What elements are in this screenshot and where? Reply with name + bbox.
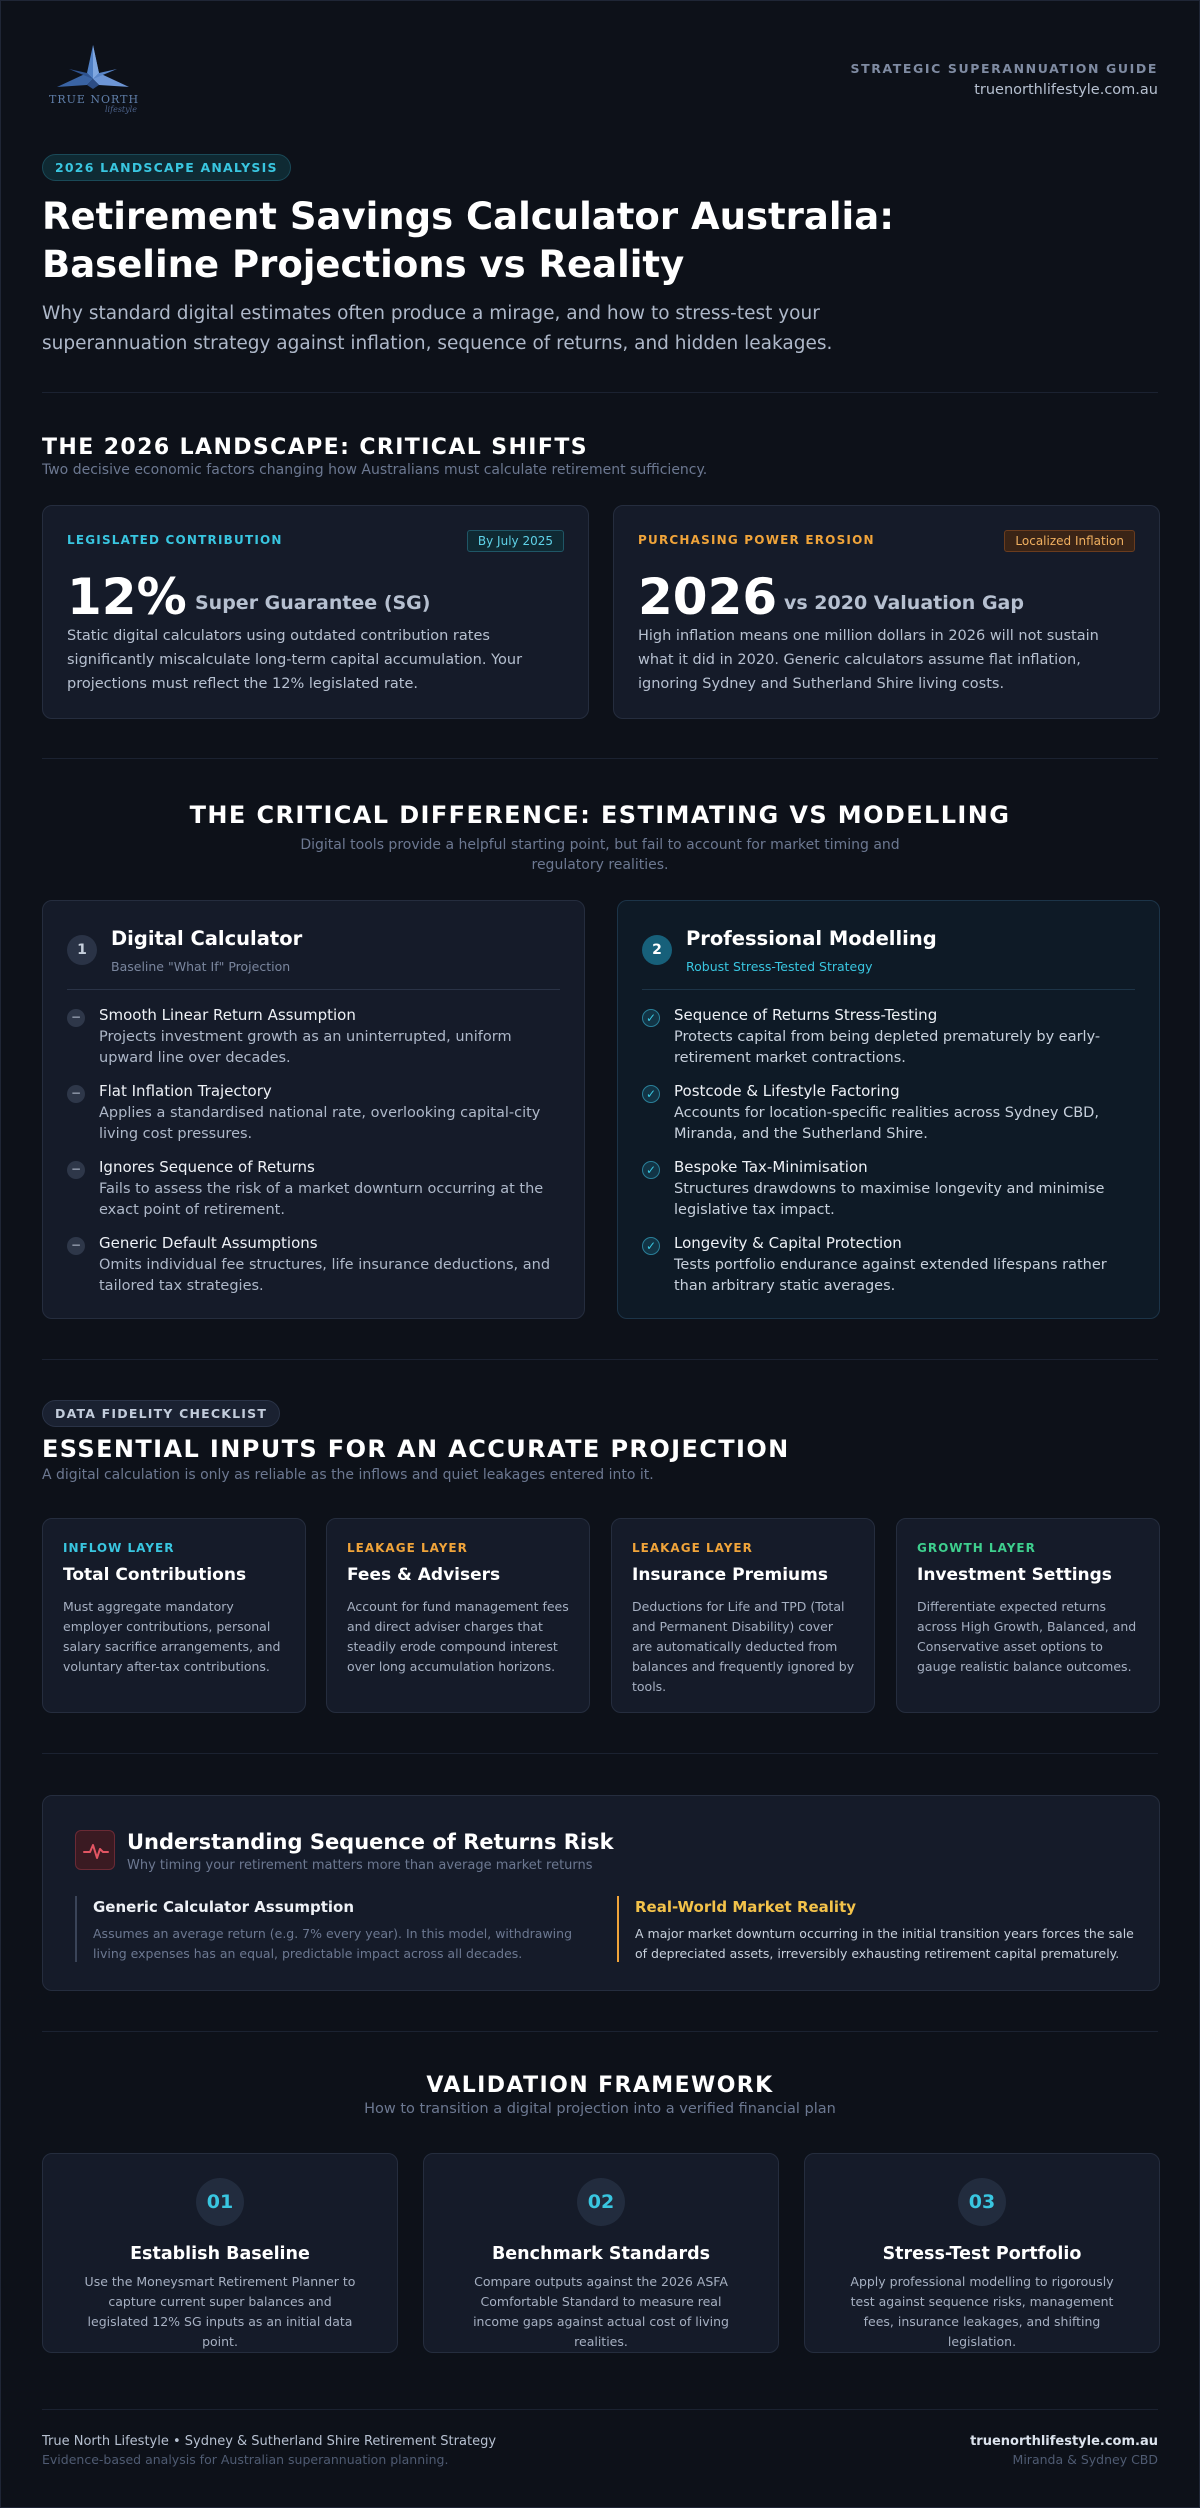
input-title: Insurance Premiums [632,1565,828,1585]
lead-paragraph: Why standard digital estimates often produce a mirage, and how to stress-test your superannuation strategy against inflation, sequence of returns, and hidden leakages. [42,303,833,354]
step-number-badge: 1 [67,935,97,965]
step-text: Compare outputs against the 2026 ASFA Comfortable Standard to measure real income gaps against actual cost of living realities. [473,2274,729,2349]
list-item [642,1082,1135,1142]
sg-description: Static digital calculators using outdated contribution rates significantly miscalculate long-term capital accumulation. Your projections must reflect the 12% legislated rate. [67,628,523,692]
professional-modelling-subtitle: Robust Stress-Tested Strategy [686,959,873,974]
inflation-description: High inflation means one million dollars in 2026 will not sustain what it did in 2020. Generic calculators assume flat inflation, ignoring Sydney and Sutherland Shire living costs. [638,628,1099,692]
input-kicker: LEAKAGE LAYER [632,1541,753,1555]
input-text: Account for fund management fees and direct adviser charges that steadily erode compound interest over long accumulation horizons. [347,1599,569,1674]
generic-assumption-text: Assumes an average return (e.g. 7% every year). In this model, withdrawing living expenses has an equal, predictable impact across all decades. [93,1926,573,1961]
divider [42,2031,1158,2032]
step-title: Benchmark Standards [491,2244,711,2264]
footer-locations: Miranda & Sydney CBD [1012,2452,1158,2467]
sequence-risk-panel [42,1795,1160,1991]
digital-calculator-card [42,900,585,1319]
footer-brand-line: True North Lifestyle • Sydney & Sutherland Shire Retirement Strategy [42,2434,497,2449]
digital-calculator-title: Digital Calculator [111,927,303,950]
list-item-text: Structures drawdowns to maximise longevity and minimise legislative tax impact. [674,1181,1105,1218]
comparison-subheading-line-1: Digital tools provide a helpful starting point, but fail to account for market timing and [300,837,900,853]
logo-wordmark: TRUE NORTH [49,93,140,106]
footer-site-link[interactable]: truenorthlifestyle.com.au [970,2434,1158,2449]
input-title: Fees & Advisers [347,1565,501,1585]
step-number-badge: 01 [196,2178,244,2226]
guide-kicker: STRATEGIC SUPERANNUATION GUIDE [850,61,1158,76]
sequence-risk-subheading: Why timing your retirement matters more than average market returns [127,1858,593,1873]
page-title [42,193,942,289]
footer-tagline: Evidence-based analysis for Australian superannuation planning. [42,2452,449,2467]
validation-heading: VALIDATION FRAMEWORK [426,2073,774,2098]
divider [42,2409,1158,2410]
list-item [67,1082,560,1142]
list-item-text: Applies a standardised national rate, overlooking capital-city living cost pressures. [99,1105,541,1142]
list-item-title: Generic Default Assumptions [99,1234,318,1252]
check-icon: ✓ [642,1237,660,1255]
validation-subheading: How to transition a digital projection into a verified financial plan [364,2101,836,2117]
sequence-risk-heading: Understanding Sequence of Returns Risk [127,1830,614,1854]
list-item-text: Omits individual fee structures, life insurance deductions, and tailored tax strategies. [99,1257,551,1294]
list-item-text: Fails to assess the risk of a market downturn occurring at the exact point of retirement. [99,1181,544,1218]
input-card-insurance [611,1518,875,1713]
comparison-subheading-line-2: regulatory realities. [531,857,669,873]
step-title: Establish Baseline [130,2244,310,2264]
sg-card [42,505,589,719]
input-card-contributions [42,1518,306,1713]
inflation-gap-label: vs 2020 Valuation Gap [784,592,1024,614]
validation-step [423,2153,779,2353]
input-kicker: INFLOW LAYER [63,1541,175,1555]
sg-rate-value: 12% [67,568,187,626]
minus-icon: − [67,1085,85,1103]
inputs-subheading: A digital calculation is only as reliable as the inflows and quiet leakages entered into it. [42,1467,654,1483]
check-icon: ✓ [642,1085,660,1103]
list-item-title: Smooth Linear Return Assumption [99,1006,356,1024]
divider [642,989,1135,990]
validation-step [804,2153,1160,2353]
input-title: Total Contributions [63,1565,247,1585]
professional-modelling-card [617,900,1160,1319]
list-item-text: Protects capital from being depleted prematurely by early-retirement market contractions. [674,1029,1101,1066]
validation-step [42,2153,398,2353]
step-text: Apply professional modelling to rigorously test against sequence risks, management fees, insurance leakages, and shifting legislation. [850,2274,1114,2349]
divider [42,758,1158,759]
list-item [67,1234,560,1294]
step-text: Use the Moneysmart Retirement Planner to capture current super balances and legislated 12% SG inputs as an initial data point. [84,2274,356,2349]
landscape-analysis-badge: 2026 LANDSCAPE ANALYSIS [42,154,291,181]
step-title: Stress-Test Portfolio [882,2244,1082,2264]
landscape-subheading: Two decisive economic factors changing how Australians must calculate retirement sufficiency. [42,462,708,478]
list-item-title: Ignores Sequence of Returns [99,1158,315,1176]
title-line-1: Retirement Savings Calculator Australia: [42,195,894,238]
inflation-card [613,505,1160,719]
sg-date-badge: By July 2025 [467,530,564,552]
divider [617,1896,619,1962]
comparison-heading: THE CRITICAL DIFFERENCE: ESTIMATING VS MODELLING [189,801,1011,829]
digital-calculator-subtitle: Baseline "What If" Projection [111,959,291,974]
inputs-heading: ESSENTIAL INPUTS FOR AN ACCURATE PROJECTION [42,1435,790,1463]
list-item [642,1006,1135,1066]
list-item-text: Projects investment growth as an uninterrupted, uniform upward line over decades. [99,1029,512,1066]
divider [42,1753,1158,1754]
input-kicker: GROWTH LAYER [917,1541,1036,1555]
check-icon: ✓ [642,1009,660,1027]
step-number-badge: 03 [958,2178,1006,2226]
inflation-year-value: 2026 [638,568,778,626]
list-item-text: Tests portfolio endurance against extended lifespans rather than arbitrary static averages. [674,1257,1107,1294]
list-item-title: Sequence of Returns Stress-Testing [674,1006,938,1024]
input-kicker: LEAKAGE LAYER [347,1541,468,1555]
input-text: Deductions for Life and TPD (Total and Permanent Disability) cover are automatically deducted from balances and frequently ignored by tools. [632,1599,855,1694]
input-card-fees [326,1518,590,1713]
site-link[interactable]: truenorthlifestyle.com.au [974,82,1158,98]
divider [67,989,560,990]
market-reality-text: A major market downturn occurring in the initial transition years forces the sale of depreciated assets, irreversibly exhausting retirement capital prematurely. [635,1926,1134,1961]
title-line-2: Baseline Projections vs Reality [42,243,685,286]
list-item-title: Longevity & Capital Protection [674,1234,902,1252]
generic-assumption-column [75,1896,595,1962]
step-number-badge: 02 [577,2178,625,2226]
input-title: Investment Settings [917,1565,1112,1585]
minus-icon: − [67,1009,85,1027]
list-item [642,1158,1135,1218]
inflation-kicker: PURCHASING POWER EROSION [638,533,875,547]
list-item [67,1006,560,1066]
divider [42,392,1158,393]
minus-icon: − [67,1237,85,1255]
logo-signature: lifestyle [105,105,137,114]
data-fidelity-badge: DATA FIDELITY CHECKLIST [42,1400,280,1427]
generic-assumption-title: Generic Calculator Assumption [93,1898,354,1916]
list-item [67,1158,560,1218]
input-card-investment [896,1518,1160,1713]
inflation-badge: Localized Inflation [1004,530,1135,552]
sg-rate-label: Super Guarantee (SG) [195,592,431,614]
pulse-icon [75,1830,115,1870]
step-number-badge: 2 [642,935,672,965]
list-item [642,1234,1135,1294]
divider [75,1896,77,1962]
check-icon: ✓ [642,1161,660,1179]
input-text: Must aggregate mandatory employer contributions, personal salary sacrifice arrangements, and voluntary after-tax contributions. [63,1599,281,1674]
input-text: Differentiate expected returns across High Growth, Balanced, and Conservative asset options to gauge realistic balance outcomes. [917,1599,1137,1674]
professional-modelling-title: Professional Modelling [686,927,937,950]
list-item-title: Bespoke Tax-Minimisation [674,1158,868,1176]
list-item-title: Flat Inflation Trajectory [99,1082,272,1100]
landscape-heading: THE 2026 LANDSCAPE: CRITICAL SHIFTS [42,435,588,460]
list-item-title: Postcode & Lifestyle Factoring [674,1082,900,1100]
header-meta [851,61,1159,98]
market-reality-title: Real-World Market Reality [635,1898,857,1916]
divider [42,1359,1158,1360]
sg-kicker: LEGISLATED CONTRIBUTION [67,533,283,547]
list-item-text: Accounts for location-specific realities across Sydney CBD, Miranda, and the Sutherland Shire. [674,1105,1099,1142]
market-reality-column [617,1896,1137,1962]
minus-icon: − [67,1161,85,1179]
